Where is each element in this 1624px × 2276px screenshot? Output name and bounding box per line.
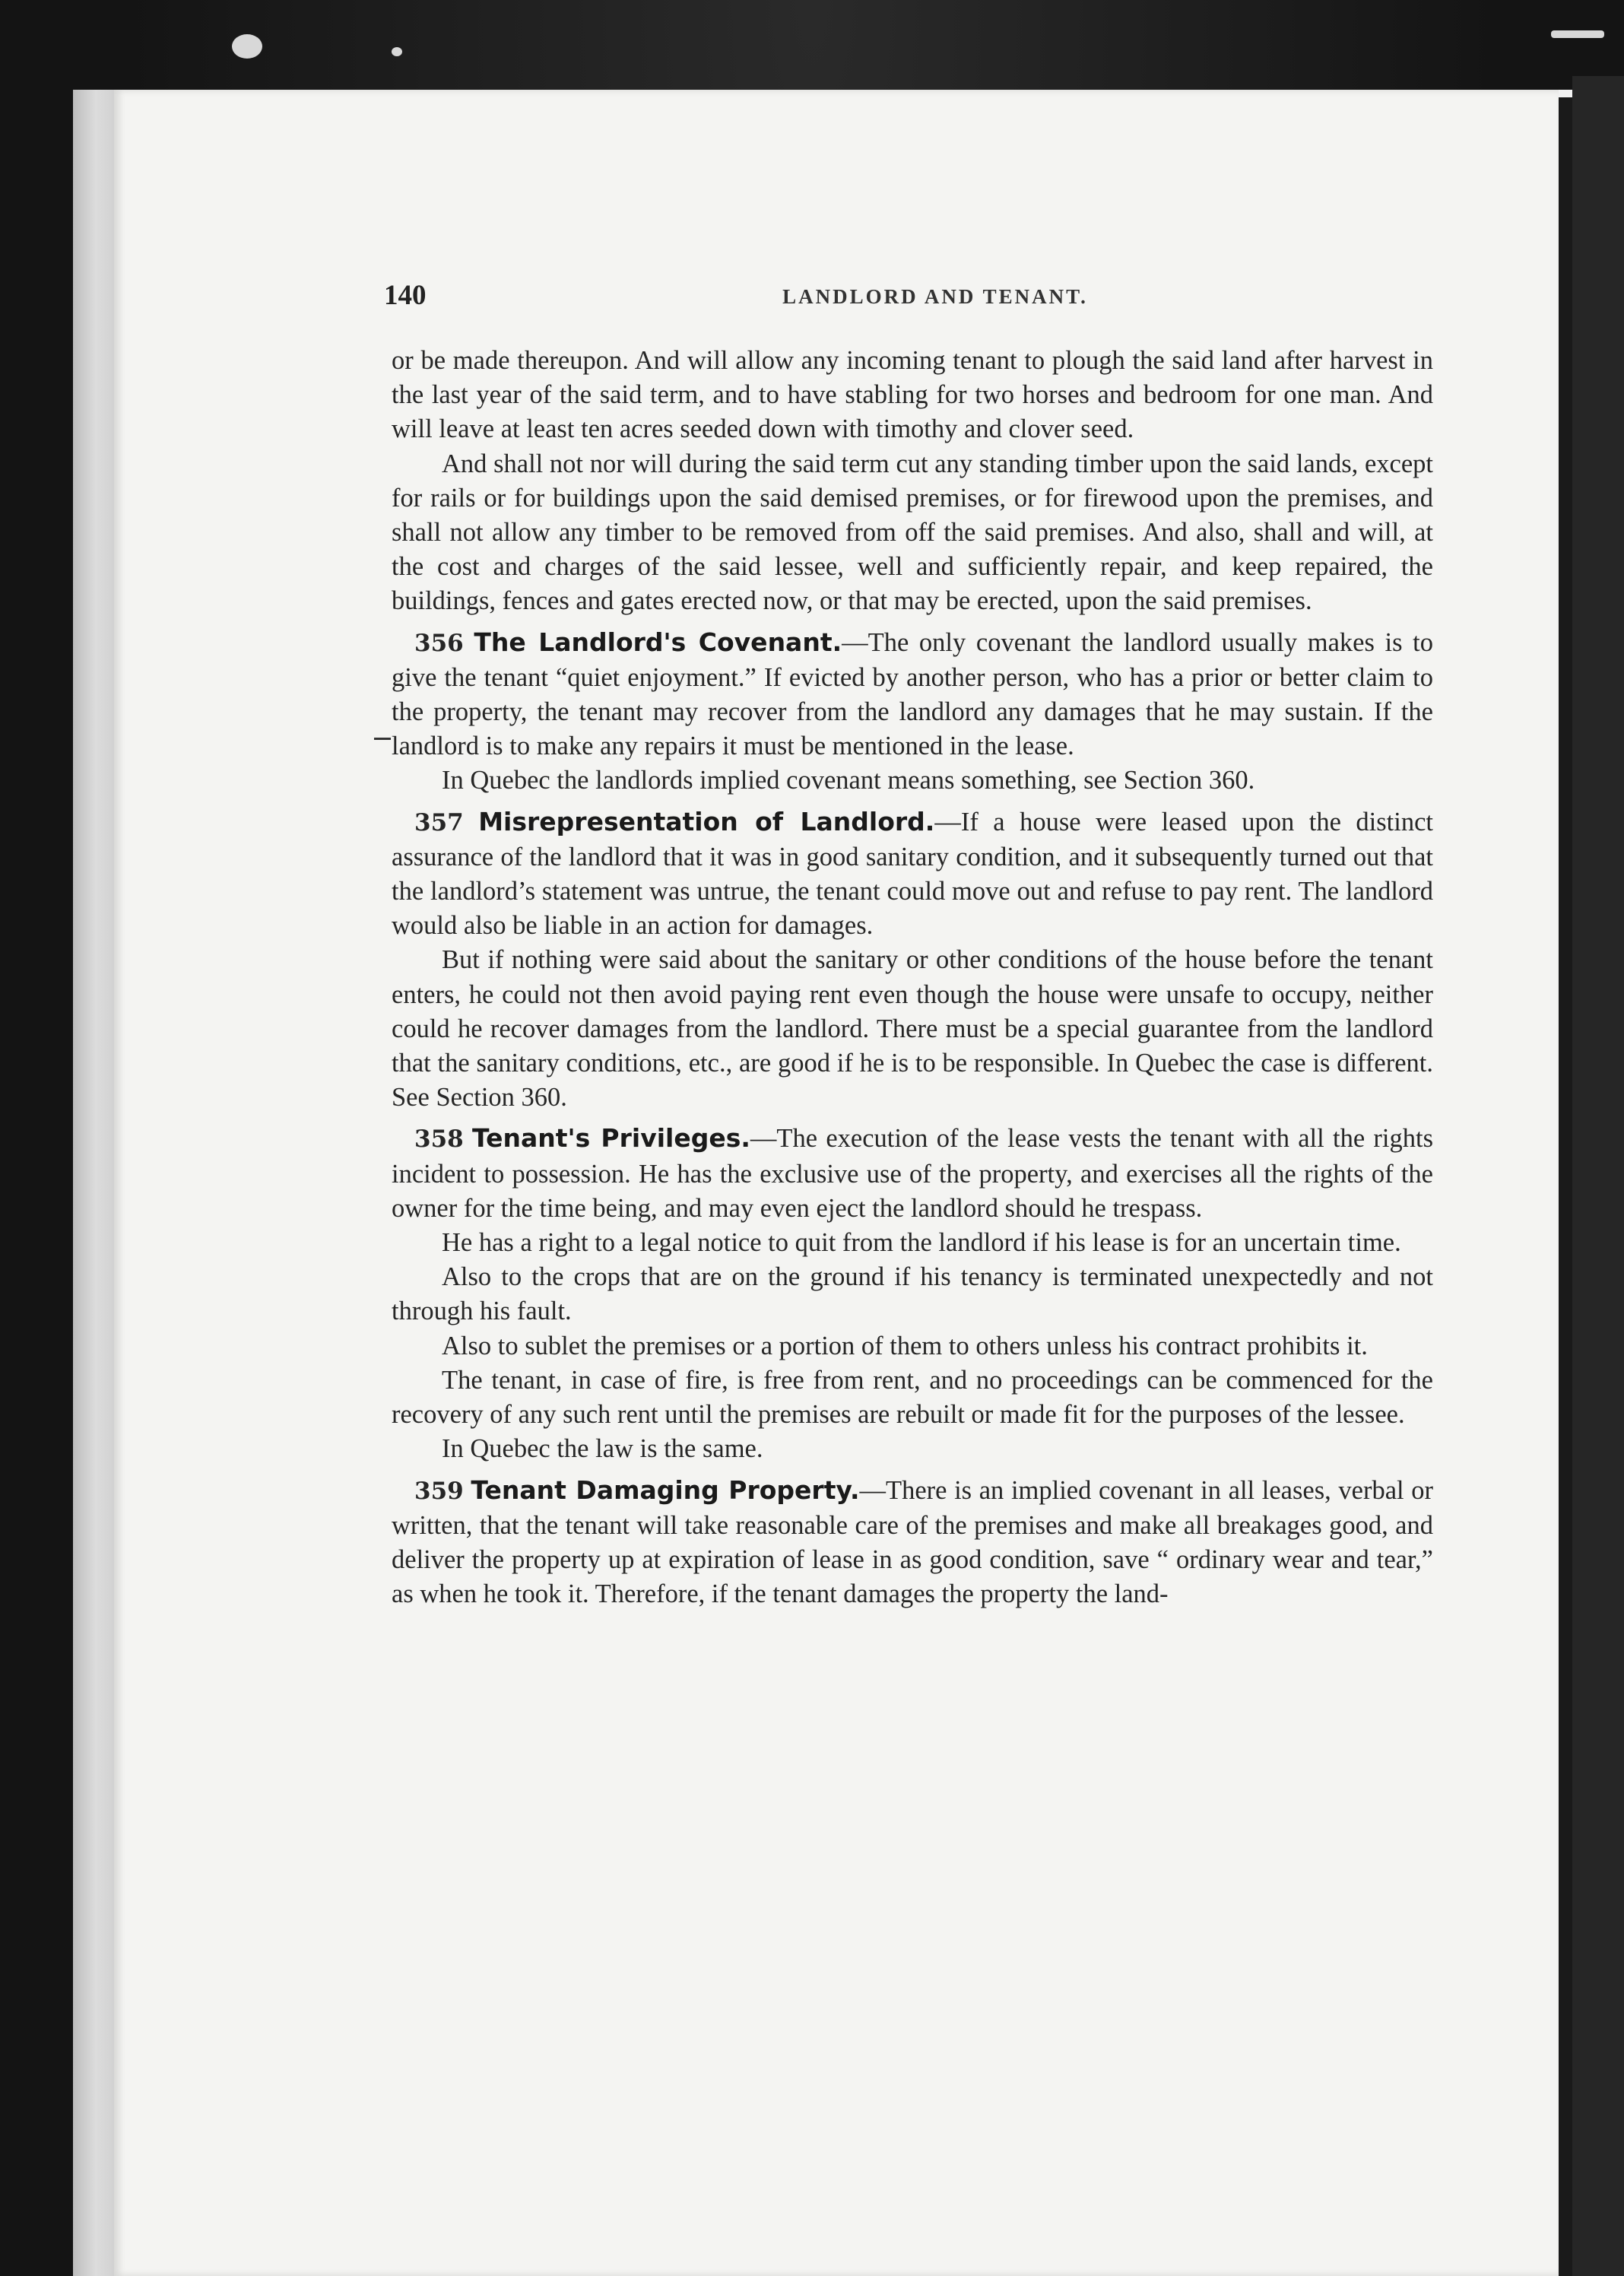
dust-speck bbox=[232, 34, 262, 59]
section-heading: The Landlord's Covenant. bbox=[474, 627, 842, 657]
paragraph: But if nothing were said about the sanitary or other conditions of the house before the tenant enters, he could not then avoid paying rent even though the house were unsafe to occupy, neither could he recover damages from the landlord. There must be a special guarantee from the landlord that the sanitary conditions, etc., are good if he is to be responsible. In Quebec the case is different. See Section 360. bbox=[392, 945, 1433, 1113]
section-heading: Tenant Damaging Property. bbox=[471, 1474, 860, 1505]
dust-speck bbox=[1551, 30, 1604, 38]
section-heading: Misrepresentation of Landlord. bbox=[478, 806, 935, 836]
section-358 bbox=[392, 1121, 1433, 1226]
section-number: 356 bbox=[414, 629, 464, 657]
section-number: 357 bbox=[414, 808, 464, 836]
paragraph: Also to the crops that are on the ground if his tenancy is terminated unexpectedly and not through his fault. bbox=[392, 1262, 1433, 1326]
running-header bbox=[384, 279, 1433, 317]
section-number: 358 bbox=[414, 1125, 464, 1154]
dust-speck bbox=[392, 47, 402, 56]
page-number: 140 bbox=[384, 280, 427, 311]
paragraph: Also to sublet the premises or a portion of them to others unless his contract prohibits it. bbox=[442, 1331, 1368, 1360]
section-number: 359 bbox=[414, 1477, 464, 1505]
section-text: —The only covenant the landlord usually makes is to give the tenant “quiet enjoyment.” If evicted by another person, who has a prior or better claim to the property, the tenant may recover from the landlord any damages that he may sustain. If the landlord is to make any repairs it must be mentioned in the lease. bbox=[392, 627, 1434, 761]
paragraph: He has a right to a legal notice to quit from the landlord if his lease is for an uncertain time. bbox=[442, 1228, 1401, 1258]
paragraph: In Quebec the landlords implied covenant means something, see Section 360. bbox=[442, 766, 1255, 795]
section-text: —There is an implied covenant in all leases, verbal or written, that the tenant will take reasonable care of the premises and make all breakages good, and deliver the property up at expiration of lease in as good condition, save “ ordinary wear and tear,” as when he took it. Therefore, if the tenant damages the property the land- bbox=[392, 1475, 1433, 1609]
scan-right-edge bbox=[1572, 76, 1624, 2276]
section-356 bbox=[392, 625, 1433, 764]
paragraph: The tenant, in case of fire, is free from rent, and no proceedings can be commenced for the recovery of any such rent until the premises are rebuilt or made fit for the purposes of the lessee. bbox=[392, 1365, 1433, 1430]
page-body bbox=[392, 344, 1433, 1611]
section-text: —The execution of the lease vests the tenant with all the rights incident to possession. He has the exclusive use of the property, and exercises all the rights of the owner for the time being, and may even eject the landlord should he trespass. bbox=[392, 1124, 1434, 1223]
paragraph: And shall not nor will during the said term cut any standing timber upon the said lands, except for rails or for buildings upon the said demised premises, or for firewood upon the premises, and shall not allow any timber to be removed from off the said premises. And also, shall and will, at the cost and charges of the said lessee, well and sufficiently repair, and keep repaired, the buildings, fences and gates erected now, or that may be erected, upon the said premises. bbox=[392, 449, 1433, 616]
margin-mark bbox=[374, 738, 391, 740]
section-heading: Tenant's Privileges. bbox=[472, 1123, 750, 1154]
section-359 bbox=[392, 1473, 1433, 1612]
paragraph: or be made thereupon. And will allow any incoming tenant to plough the said land after harvest in the last year of the said term, and to have stabling for two horses and bedroom for one man. And will leave at least ten acres seeded down with timothy and clover seed. bbox=[392, 346, 1433, 444]
section-357 bbox=[392, 805, 1433, 944]
section-text: —If a house were leased upon the distinct assurance of the landlord that it was in good sanitary condition, and it subsequently turned out that the landlord’s statement was untrue, the tenant could move out and refuse to pay rent. The landlord would also be liable in an action for damages. bbox=[392, 807, 1433, 941]
running-title: LANDLORD AND TENANT. bbox=[782, 285, 1088, 308]
paragraph: In Quebec the law is the same. bbox=[442, 1434, 763, 1464]
page-gutter-rule bbox=[1559, 97, 1572, 2276]
